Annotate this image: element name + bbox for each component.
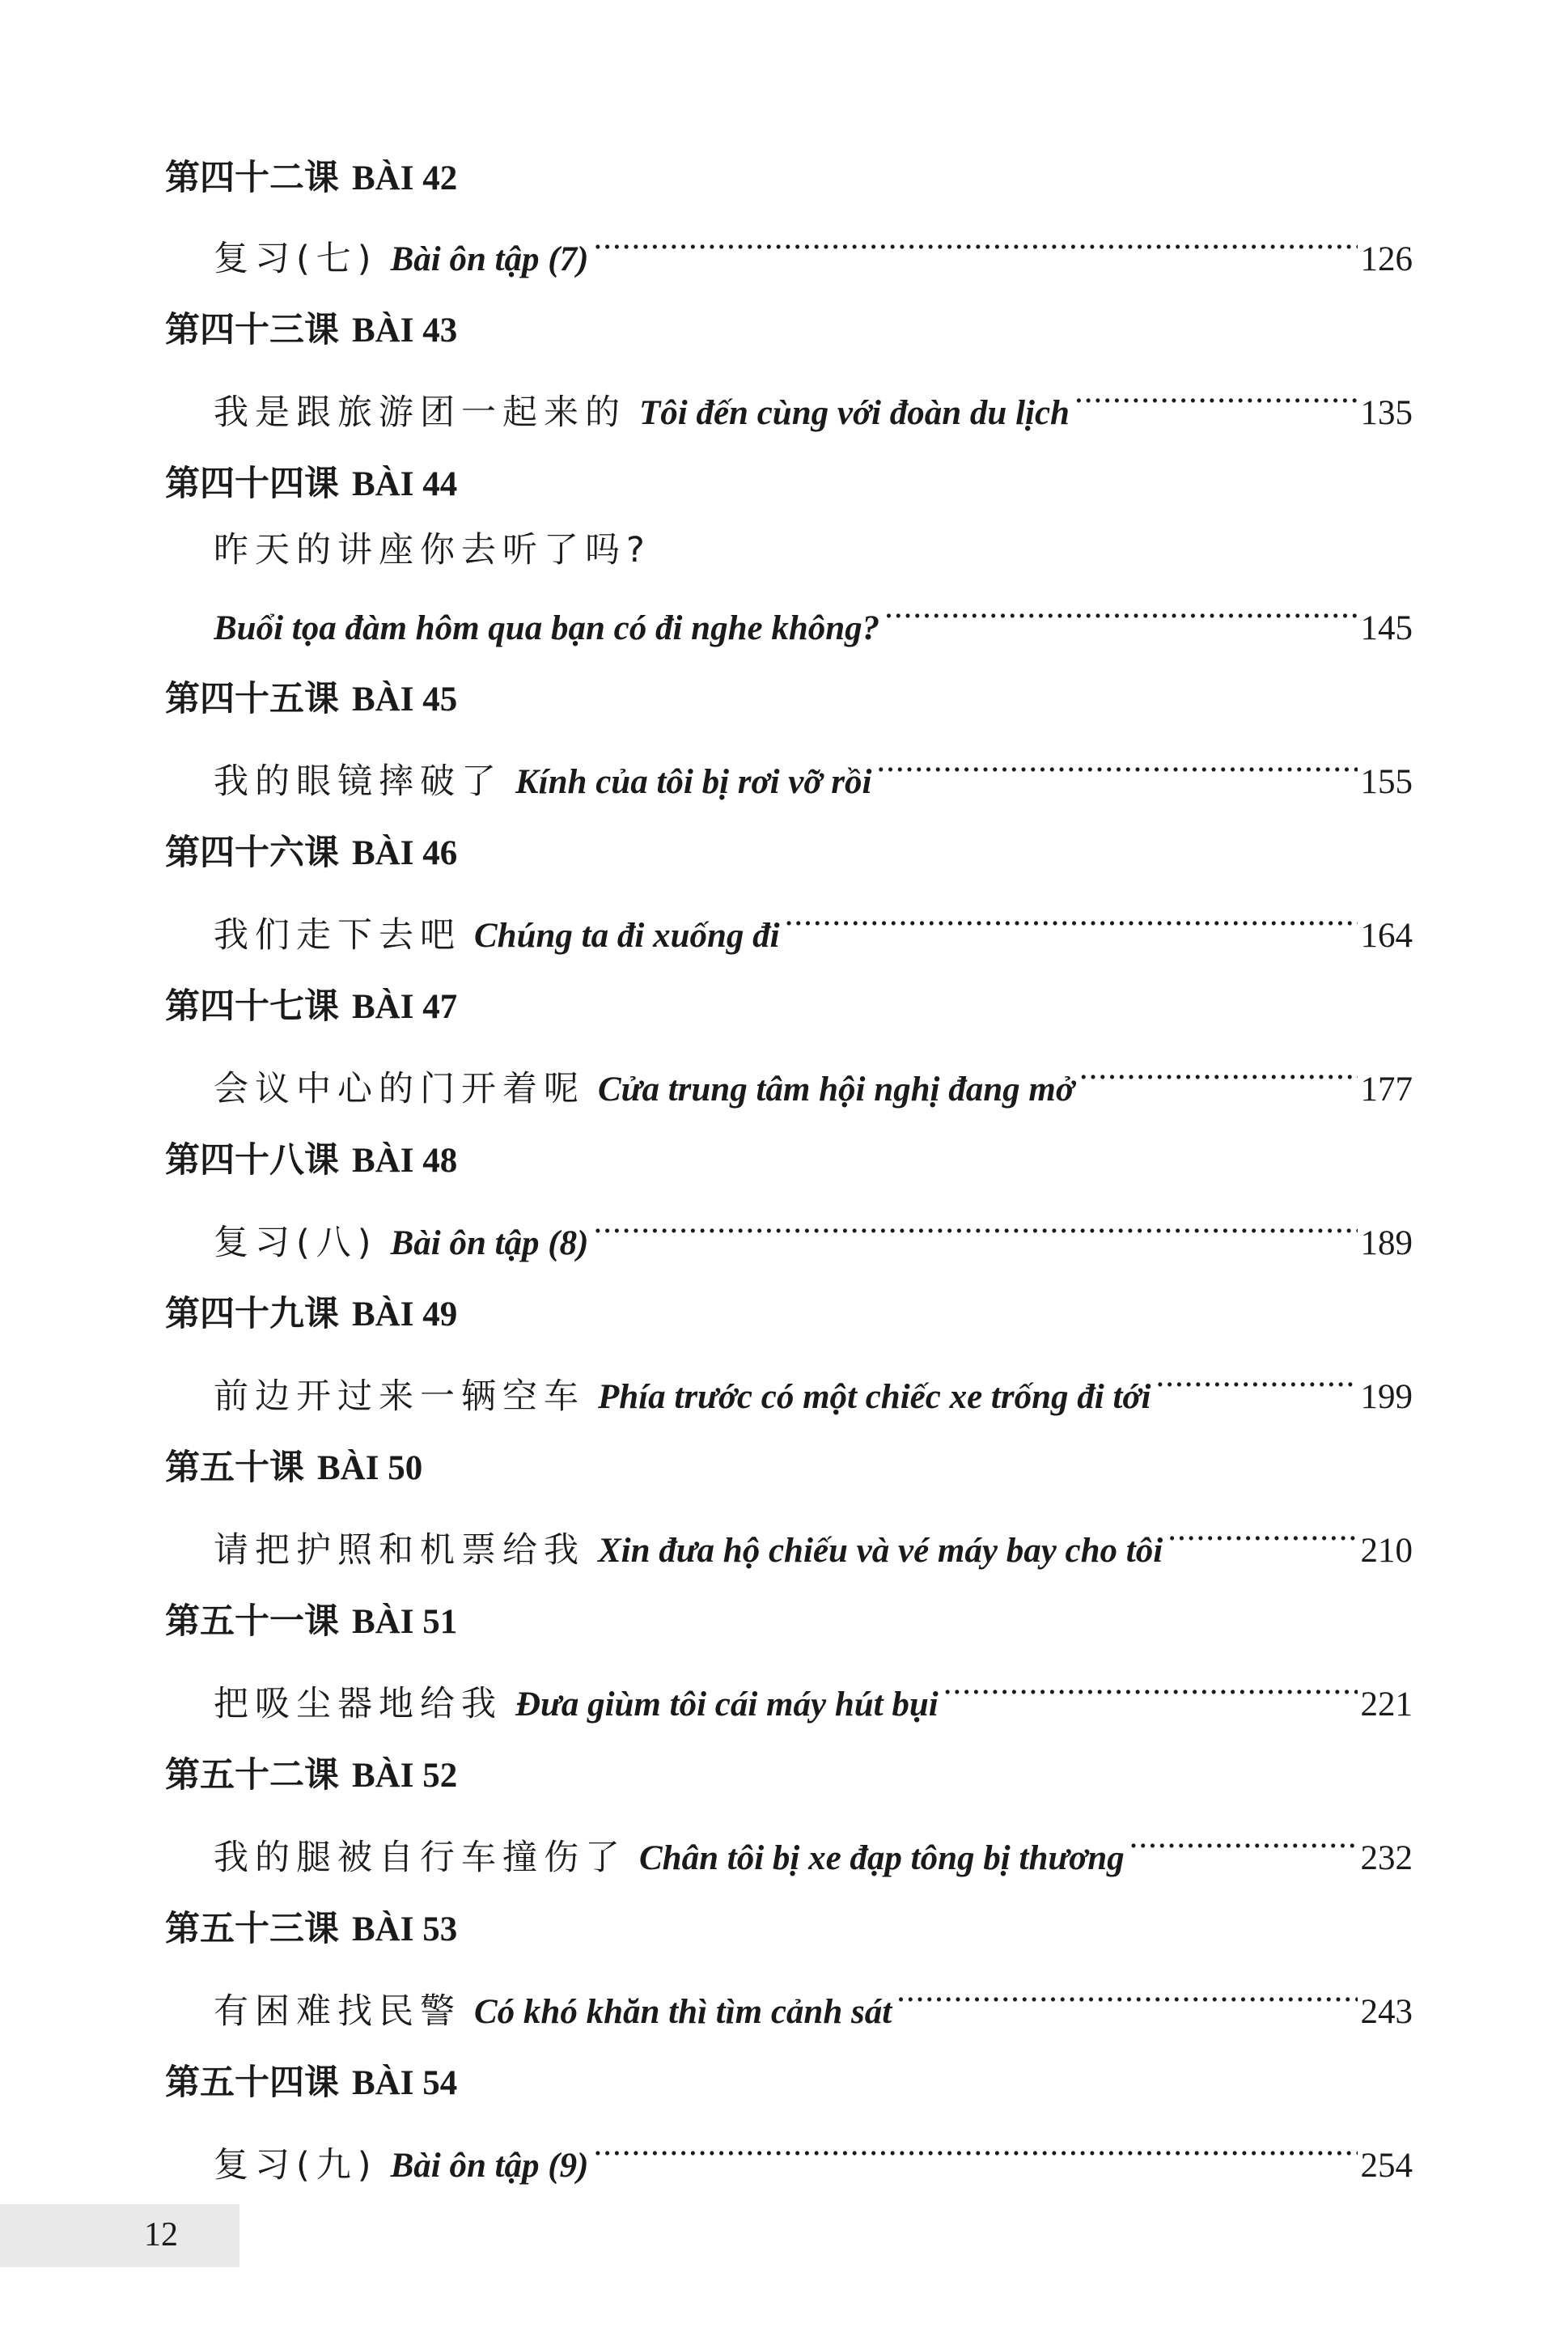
- toc-entry[interactable]: [214, 222, 1413, 284]
- title-vi: Có khó khăn thì tìm cảnh sát: [474, 1993, 892, 2031]
- title-vi: Chân tôi bị xe đạp tông bị thương: [639, 1839, 1125, 1877]
- title-zh: 把吸尘器地给我: [214, 1684, 502, 1724]
- title-vi: Bài ôn tập (7): [390, 240, 589, 278]
- title-zh: 我们走下去吧: [214, 915, 461, 956]
- lesson-heading: [165, 307, 457, 354]
- dot-leader: [593, 1206, 1357, 1254]
- title-zh: 会议中心的门开着呢: [214, 1069, 585, 1109]
- title-vi: Buổi tọa đàm hôm qua bạn có đi nghe không?: [214, 609, 880, 647]
- dot-leader: [785, 898, 1358, 947]
- page-ref: 232: [1360, 1839, 1413, 1877]
- lesson-number-zh: 第四十五课: [165, 679, 339, 719]
- title-vi: Chúng ta đi xuống đi: [474, 917, 780, 955]
- dot-leader: [1074, 375, 1358, 424]
- dot-leader: [1129, 1821, 1358, 1869]
- lesson-heading: [165, 2060, 457, 2106]
- lesson-number-zh: 第五十二课: [165, 1755, 339, 1796]
- lesson-heading: [165, 1445, 422, 1491]
- title-zh: 我的腿被自行车撞伤了: [214, 1838, 626, 1878]
- lesson-number-vi: BÀI 51: [352, 1603, 458, 1641]
- lesson-heading: [165, 1906, 457, 1953]
- title-vi: Bài ôn tập (9): [390, 2147, 589, 2185]
- toc-entry[interactable]: [214, 1052, 1413, 1114]
- dot-leader: [1168, 1513, 1357, 1562]
- title-vi: Xin đưa hộ chiếu và vé máy bay cho tôi: [598, 1532, 1163, 1570]
- lesson-heading: [165, 1138, 457, 1184]
- lesson-number-zh: 第五十一课: [165, 1601, 339, 1642]
- lesson-heading: [165, 1753, 457, 1799]
- dot-leader: [884, 591, 1357, 639]
- lesson-heading: [165, 1599, 457, 1645]
- title-zh: 请把护照和机票给我: [214, 1530, 585, 1571]
- lesson-number-vi: BÀI 43: [352, 312, 458, 350]
- lesson-number-vi: BÀI 45: [352, 681, 458, 719]
- toc-entry[interactable]: [214, 1974, 1413, 2037]
- page-ref: 145: [1360, 609, 1413, 647]
- toc-entry[interactable]: [214, 1359, 1413, 1422]
- toc-entry[interactable]: [214, 744, 1413, 807]
- title-zh: 有困难找民警: [214, 1991, 461, 2032]
- title-zh: 复习(九): [214, 2145, 378, 2186]
- page-ref: 155: [1360, 763, 1413, 801]
- page-ref: 189: [1360, 1224, 1413, 1262]
- page-ref: 199: [1360, 1378, 1413, 1416]
- page-ref: 210: [1360, 1532, 1413, 1570]
- lesson-number-vi: BÀI 53: [352, 1910, 458, 1948]
- toc-entry[interactable]: [214, 375, 1413, 438]
- title-vi: Tôi đến cùng với đoàn du lịch: [639, 394, 1070, 432]
- lesson-heading: [165, 155, 457, 201]
- title-vi: Đưa giùm tôi cái máy hút bụi: [515, 1685, 939, 1724]
- title-vi: Kính của tôi bị rơi vỡ rồi: [515, 763, 872, 801]
- dot-leader: [1155, 1359, 1357, 1408]
- dot-leader: [593, 222, 1357, 270]
- lesson-number-zh: 第五十三课: [165, 1909, 339, 1949]
- page-ref: 177: [1360, 1071, 1413, 1109]
- lesson-number-vi: BÀI 52: [352, 1757, 458, 1795]
- page-ref: 126: [1360, 240, 1413, 278]
- title-zh: 前边开过来一辆空车: [214, 1376, 585, 1417]
- title-vi: Cửa trung tâm hội nghị đang mở: [598, 1071, 1074, 1109]
- lesson-number-zh: 第四十七课: [165, 986, 339, 1027]
- title-zh: 复习(八): [214, 1223, 378, 1263]
- page-number-tab: [0, 2204, 239, 2267]
- lesson-number-zh: 第四十二课: [165, 158, 339, 198]
- page-ref: 164: [1360, 917, 1413, 955]
- lesson-heading: [165, 461, 457, 507]
- toc-entry[interactable]: [214, 1821, 1413, 1883]
- title-zh: 我是跟旅游团一起来的: [214, 392, 626, 433]
- lesson-number-vi: BÀI 47: [352, 988, 458, 1026]
- page-number: 12: [144, 2216, 178, 2254]
- lesson-number-vi: BÀI 46: [352, 834, 458, 872]
- dot-leader: [876, 744, 1357, 793]
- toc-entry[interactable]: [214, 2128, 1413, 2190]
- toc-entry[interactable]: [214, 898, 1413, 960]
- toc-entry[interactable]: [214, 1667, 1413, 1729]
- toc-entry[interactable]: [214, 1206, 1413, 1268]
- lesson-number-zh: 第四十八课: [165, 1140, 339, 1181]
- toc-entry[interactable]: [214, 591, 1413, 653]
- lesson-heading: [165, 830, 457, 876]
- title-vi: Bài ôn tập (8): [390, 1224, 589, 1262]
- page-ref: 221: [1360, 1685, 1413, 1724]
- lesson-number-zh: 第四十三课: [165, 310, 339, 350]
- page-ref: 254: [1360, 2147, 1413, 2185]
- title-zh: 我的眼镜摔破了: [214, 761, 502, 802]
- toc-entry[interactable]: [214, 1513, 1413, 1575]
- lesson-number-zh: 第四十九课: [165, 1294, 339, 1334]
- lesson-number-zh: 第四十六课: [165, 833, 339, 873]
- lesson-number-vi: BÀI 42: [352, 159, 458, 197]
- title-zh: 昨天的讲座你去听了吗?: [214, 530, 651, 570]
- page-ref: 243: [1360, 1993, 1413, 2031]
- title-vi: Phía trước có một chiếc xe trống đi tới: [598, 1378, 1151, 1416]
- dot-leader: [896, 1974, 1357, 2023]
- lesson-heading: [165, 984, 457, 1030]
- page-ref: 135: [1360, 394, 1413, 432]
- lesson-number-vi: BÀI 50: [317, 1449, 423, 1487]
- dot-leader: [593, 2128, 1357, 2177]
- dot-leader: [1079, 1052, 1358, 1100]
- lesson-number-vi: BÀI 54: [352, 2064, 458, 2102]
- lesson-number-zh: 第四十四课: [165, 464, 339, 504]
- dot-leader: [943, 1667, 1358, 1715]
- lesson-number-vi: BÀI 44: [352, 465, 458, 503]
- lesson-number-vi: BÀI 49: [352, 1295, 458, 1333]
- lesson-number-zh: 第五十四课: [165, 2063, 339, 2103]
- lesson-number-zh: 第五十课: [165, 1448, 304, 1488]
- title-zh: 复习(七): [214, 239, 378, 279]
- lesson-number-vi: BÀI 48: [352, 1142, 458, 1180]
- lesson-heading: [165, 676, 457, 723]
- lesson-heading: [165, 1291, 457, 1338]
